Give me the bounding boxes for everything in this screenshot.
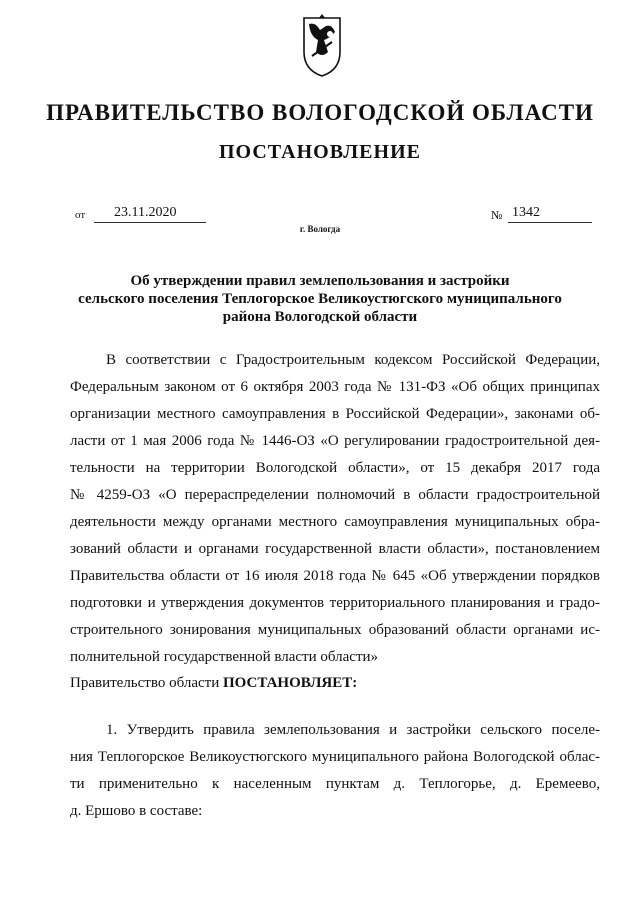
preamble-line: ласти от 1 мая 2006 года № 1446-ОЗ «О регулировании градостроительной дея- [70,433,600,449]
preamble-line: полнительной государственной власти области» [70,649,379,665]
decree-prefix: Правительство области [70,675,223,691]
item-1-paragraph [70,717,600,825]
subject-line: Об утверждении правил землепользования и застройки [130,273,510,289]
preamble-line: Правительства области от 16 июля 2018 года № 645 «Об утверждении порядков [70,568,600,584]
document-type: ПОСТАНОВЛЕНИЕ [219,141,421,163]
government-title: ПРАВИТЕЛЬСТВО ВОЛОГОДСКОЙ ОБЛАСТИ [46,100,594,125]
preamble-line: тельности на территории Вологодской области», от 15 декабря 2017 года [70,460,600,476]
item-line: ния Теплогорское Великоустюгского муниципального района Вологодской облас- [70,749,600,765]
coat-of-arms-icon [300,12,344,80]
number-label: № [491,208,503,222]
preamble-line: зований области и органами государственной власти области», постановлением [70,541,600,557]
decree-keyword: ПОСТАНОВЛЯЕТ: [222,675,358,691]
decree-line [70,670,600,697]
preamble-line: подготовки и утверждения документов территориального планирования и градо- [70,595,600,611]
preamble-line: деятельности между органами местного самоуправления муниципальных обра- [70,514,600,530]
document-subject [60,272,580,326]
item-line: д. Ершово в составе: [70,803,203,819]
preamble-paragraph [70,347,600,671]
subject-line: района Вологодской области [222,309,418,325]
preamble-line: организации местного самоуправления в Российской Федерации», законами об- [70,406,600,422]
city-label: г. Вологда [299,224,341,234]
preamble-line: строительного зонирования муниципальных образований области органами ис- [70,622,600,638]
date-label: от [75,209,86,221]
item-line: ти применительно к населенным пунктам д. Теплогорье, д. Еремеево, [70,776,600,792]
preamble-line: № 4259-ОЗ «О перераспределении полномочий в области градостроительной [70,487,600,503]
subject-line: сельского поселения Теплогорское Великоустюгского муниципального [78,291,562,307]
document-number: 1342 [508,205,592,223]
preamble-line: Федеральным законом от 6 октября 2003 года № 131-ФЗ «Об общих принципах [70,379,600,395]
item-line: 1. Утвердить правила землепользования и застройки сельского поселе- [106,722,600,738]
preamble-line: В соответствии с Градостроительным кодексом Российской Федерации, [106,352,600,368]
document-date: 23.11.2020 [94,205,206,223]
